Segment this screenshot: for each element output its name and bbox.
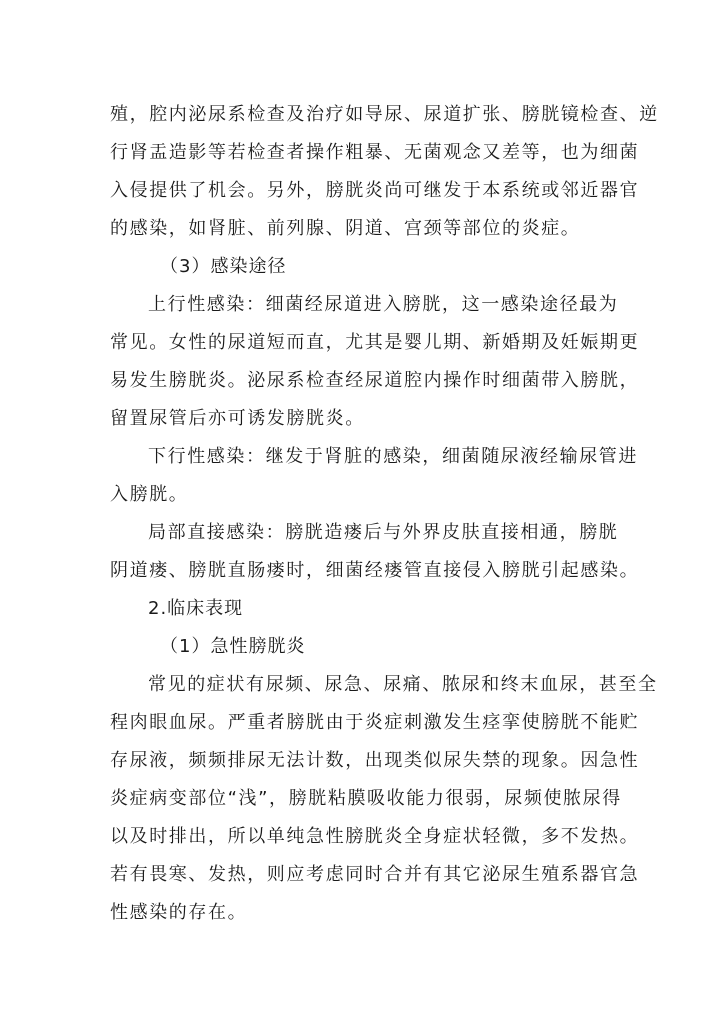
- paragraph-line: 的感染，如肾脏、前列腺、阴道、宫颈等部位的炎症。: [110, 218, 581, 239]
- paragraph-line: 上行性感染：细菌经尿道进入膀胱，这一感染途径最为: [148, 294, 619, 315]
- subsection-heading: （1）急性膀胱炎: [160, 636, 306, 657]
- paragraph-line: 若有畏寒、发热，则应考虑同时合并有其它泌尿生殖系器官急: [110, 864, 640, 885]
- paragraph-line: 程肉眼血尿。严重者膀胱由于炎症刺激发生痉挛使膀胱不能贮: [110, 712, 640, 733]
- paragraph-line: 常见。女性的尿道短而直，尤其是婴儿期、新婚期及妊娠期更: [110, 332, 640, 353]
- section-heading: 2.临床表现: [148, 598, 244, 619]
- paragraph-line: 易发生膀胱炎。泌尿系检查经尿道腔内操作时细菌带入膀胱，: [110, 370, 640, 391]
- paragraph-line: 阴道瘘、膀胱直肠瘘时，细菌经瘘管直接侵入膀胱引起感染。: [110, 560, 640, 581]
- paragraph-line: 入膀胱。: [110, 484, 189, 505]
- paragraph-line: 行肾盂造影等若检查者操作粗暴、无菌观念又差等，也为细菌: [110, 142, 640, 163]
- paragraph-line: 存尿液，频频排尿无法计数，出现类似尿失禁的现象。因急性: [110, 750, 640, 771]
- paragraph-line: 以及时排出，所以单纯急性膀胱炎全身症状轻微，多不发热。: [110, 826, 640, 847]
- paragraph-line: 局部直接感染：膀胱造瘘后与外界皮肤直接相通，膀胱: [148, 522, 619, 543]
- paragraph-line: 下行性感染：继发于肾脏的感染，细菌随尿液经输尿管进: [148, 446, 638, 467]
- paragraph-line: 殖，腔内泌尿系检查及治疗如导尿、尿道扩张、膀胱镜检查、逆: [110, 104, 659, 125]
- paragraph-line: 性感染的存在。: [110, 902, 248, 923]
- section-heading: （3）感染途径: [160, 256, 287, 277]
- paragraph-line: 常见的症状有尿频、尿急、尿痛、脓尿和终末血尿，甚至全: [148, 674, 658, 695]
- paragraph-line: 炎症病变部位“浅”，膀胱粘膜吸收能力很弱，尿频使脓尿得: [110, 788, 622, 809]
- paragraph-line: 入侵提供了机会。另外，膀胱炎尚可继发于本系统或邻近器官: [110, 180, 640, 201]
- paragraph-line: 留置尿管后亦可诱发膀胱炎。: [110, 408, 365, 429]
